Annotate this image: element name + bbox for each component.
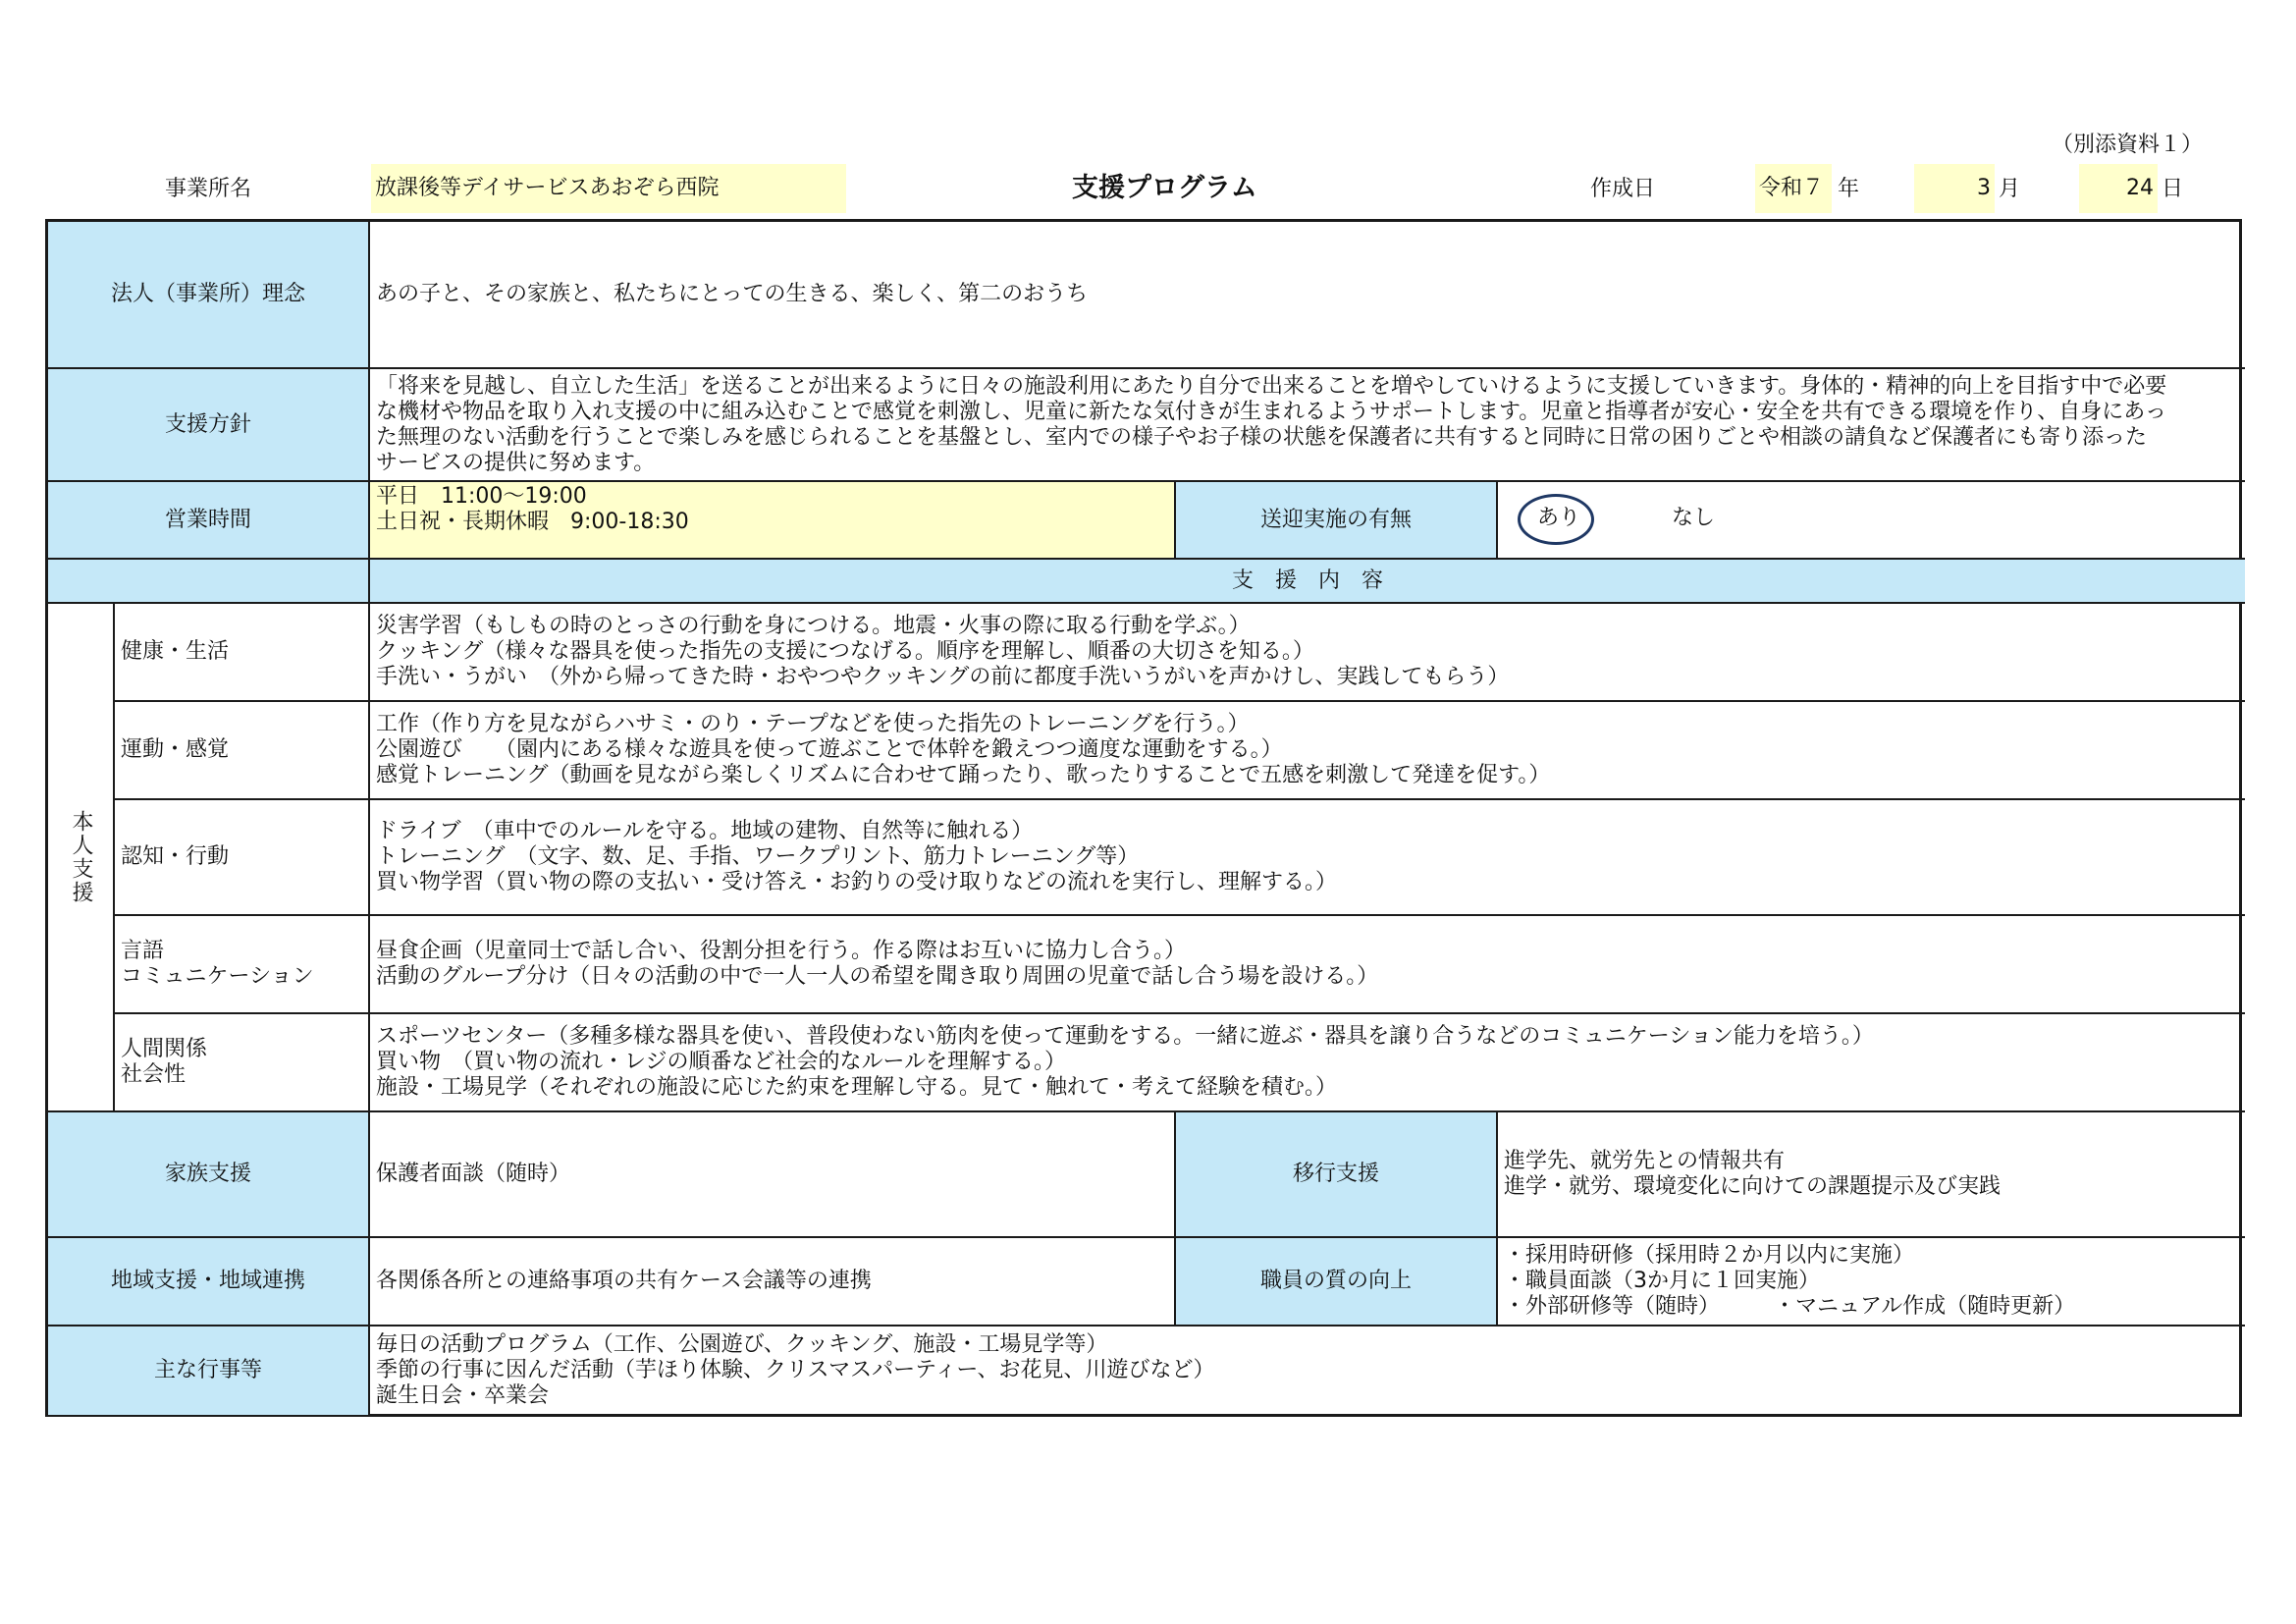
transport-yes: あり [1537, 506, 1581, 530]
activity-line: 感覚トレーニング（動画を見ながら楽しくリズムに合わせて踊ったり、歌ったりすることで五感を刺激して発達を促す。） [376, 763, 1551, 787]
personal-row-content [370, 800, 2245, 916]
hours-text [370, 482, 1176, 560]
personal-row-content [370, 702, 2245, 800]
policy-label: 支援方針 [48, 369, 370, 482]
transition-line: 進学先、就労先との情報共有 [1504, 1149, 1786, 1173]
personal-row-label: 健康・生活 [115, 604, 370, 702]
family-support-label: 家族支援 [48, 1112, 370, 1238]
activity-line: 工作（作り方を見ながらハサミ・のり・テープなどを使った指先のトレーニングを行う。） [376, 712, 1250, 736]
era-year: 令和７ [1755, 164, 1832, 213]
personal-row-content [370, 604, 2245, 702]
events-line: 毎日の活動プログラム（工作、公園遊び、クッキング、施設・工場見学等） [376, 1332, 1108, 1357]
activity-line: 買い物学習（買い物の際の支払い・受け答え・お釣りの受け取りなどの流れを実行し、理解する。） [376, 870, 1338, 894]
transport-label: 送迎実施の有無 [1176, 482, 1498, 560]
activity-line: クッキング（様々な器具を使った指先の支援につなげる。順序を理解し、順番の大切さを知る。） [376, 639, 1314, 664]
support-content-header: 支 援 内 容 [370, 560, 2245, 604]
transport-no: なし [1672, 506, 1716, 530]
policy-text [370, 369, 2245, 482]
transport-options [1498, 482, 2245, 560]
staff-quality-label: 職員の質の向上 [1176, 1238, 1498, 1326]
transition-line: 進学・就労、環境変化に向けての課題提示及び実践 [1504, 1174, 2002, 1199]
page-title: 支援プログラム [1072, 173, 1257, 203]
personal-row-label [115, 916, 370, 1014]
activity-line: 施設・工場見学（それぞれの施設に応じた約束を理解し守る。見て・触れて・考えて経験を積む。） [376, 1075, 1338, 1100]
support-program-table [45, 219, 2242, 1417]
activity-line: スポーツセンター（多種多様な器具を使い、普段使わない筋肉を使って運動をする。一緒に遊ぶ・器具を譲り合うなどのコミュニケーション能力を培う。） [376, 1024, 1874, 1049]
transition-support-label: 移行支援 [1176, 1112, 1498, 1238]
month-unit: 月 [1999, 177, 2021, 201]
activity-line: 活動のグループ分け（日々の活動の中で一人一人の希望を聞き取り周囲の児童で話し合う場を設ける。） [376, 964, 1379, 989]
personal-support-label-text: 本人支援 [69, 810, 93, 904]
policy-line: な機材や物品を取り入れ支援の中に組み込むことで感覚を刺激し、児童に新たな気付きが生まれるようサポートします。児童と指導者が安心・安全を共有できる環境を作り、自身にあっ [376, 399, 2167, 424]
activity-line: 手洗い・うがい （外から帰ってきた時・おやつやクッキングの前に都度手洗いうがいを声かけし、実践してもらう） [376, 665, 1510, 689]
activity-line: 買い物 （買い物の流れ・レジの順番など社会的なルールを理解する。） [376, 1050, 1067, 1074]
day-value: 24 [2079, 164, 2158, 213]
events-line: 季節の行事に因んだ活動（芋ほり体験、クリスマスパーティー、お花見、川遊びなど） [376, 1358, 1215, 1382]
staff-quality-line: ・外部研修等（随時） ・マニュアル作成（随時更新） [1504, 1294, 2076, 1319]
personal-row-label-text: 人間関係 社会性 [121, 1037, 208, 1087]
date-label: 作成日 [1590, 177, 1656, 201]
community-text: 各関係各所との連絡事項の共有ケース会議等の連携 [370, 1238, 1176, 1326]
blank-header-cell [48, 560, 370, 604]
policy-line: 「将来を見越し、自立した生活」を送ることが出来るように日々の施設利用にあたり自分で出来ることを増やしていけるように支援していきます。身体的・精神的向上を目指す中で必要 [376, 373, 2167, 399]
staff-quality-text [1498, 1238, 2245, 1326]
activity-line: 昼食企画（児童同士で話し合い、役割分担を行う。作る際はお互いに協力し合う。） [376, 939, 1187, 963]
personal-row-label-text: 言語 コミュニケーション [121, 939, 314, 989]
personal-row-content [370, 1014, 2245, 1112]
events-label: 主な行事等 [48, 1326, 370, 1415]
events-text [370, 1326, 2245, 1415]
day-unit: 日 [2162, 177, 2184, 201]
attachment-note: （別添資料１） [2052, 133, 2204, 157]
philosophy-label: 法人（事業所）理念 [48, 222, 370, 369]
hours-label: 営業時間 [48, 482, 370, 560]
staff-quality-line: ・職員面談（3か月に１回実施） [1504, 1269, 1820, 1293]
activity-line: トレーニング （文字、数、足、手指、ワークプリント、筋力トレーニング等） [376, 844, 1140, 869]
policy-line: サービスの提供に努めます。 [376, 450, 656, 475]
policy-line: た無理のない活動を行うことで楽しみを感じられることを基盤とし、室内での様子やお子様の状態を保護者に共有すると同時に日常の困りごとや相談の請負など保護者にも寄り添った [376, 424, 2148, 450]
personal-row-label [115, 1014, 370, 1112]
philosophy-text: あの子と、その家族と、私たちにとっての生きる、楽しく、第二のおうち [370, 222, 2245, 369]
family-support-text: 保護者面談（随時） [370, 1112, 1176, 1238]
personal-row-content [370, 916, 2245, 1014]
activity-line: 公園遊び （園内にある様々な遊具を使って遊ぶことで体幹を鍛えつつ適度な運動をする。） [376, 737, 1283, 762]
personal-row-label: 認知・行動 [115, 800, 370, 916]
activity-line: 災害学習（もしもの時のとっさの行動を身につける。地震・火事の際に取る行動を学ぶ。） [376, 614, 1251, 638]
personal-row-label: 運動・感覚 [115, 702, 370, 800]
office-name: 放課後等デイサービスあおぞら西院 [371, 164, 846, 213]
hours-line: 平日 11:00～19:00 [376, 484, 587, 509]
events-line: 誕生日会・卒業会 [376, 1383, 550, 1408]
personal-support-label [48, 604, 115, 1112]
hours-line: 土日祝・長期休暇 9:00-18:30 [376, 510, 689, 534]
community-label: 地域支援・地域連携 [48, 1238, 370, 1326]
month-value: 3 [1914, 164, 1995, 213]
year-unit: 年 [1838, 177, 1860, 201]
transition-support-text [1498, 1112, 2245, 1238]
activity-line: ドライブ （車中でのルールを守る。地域の建物、自然等に触れる） [376, 819, 1034, 843]
office-label: 事業所名 [165, 177, 252, 201]
staff-quality-line: ・採用時研修（採用時２か月以内に実施） [1504, 1243, 1915, 1268]
